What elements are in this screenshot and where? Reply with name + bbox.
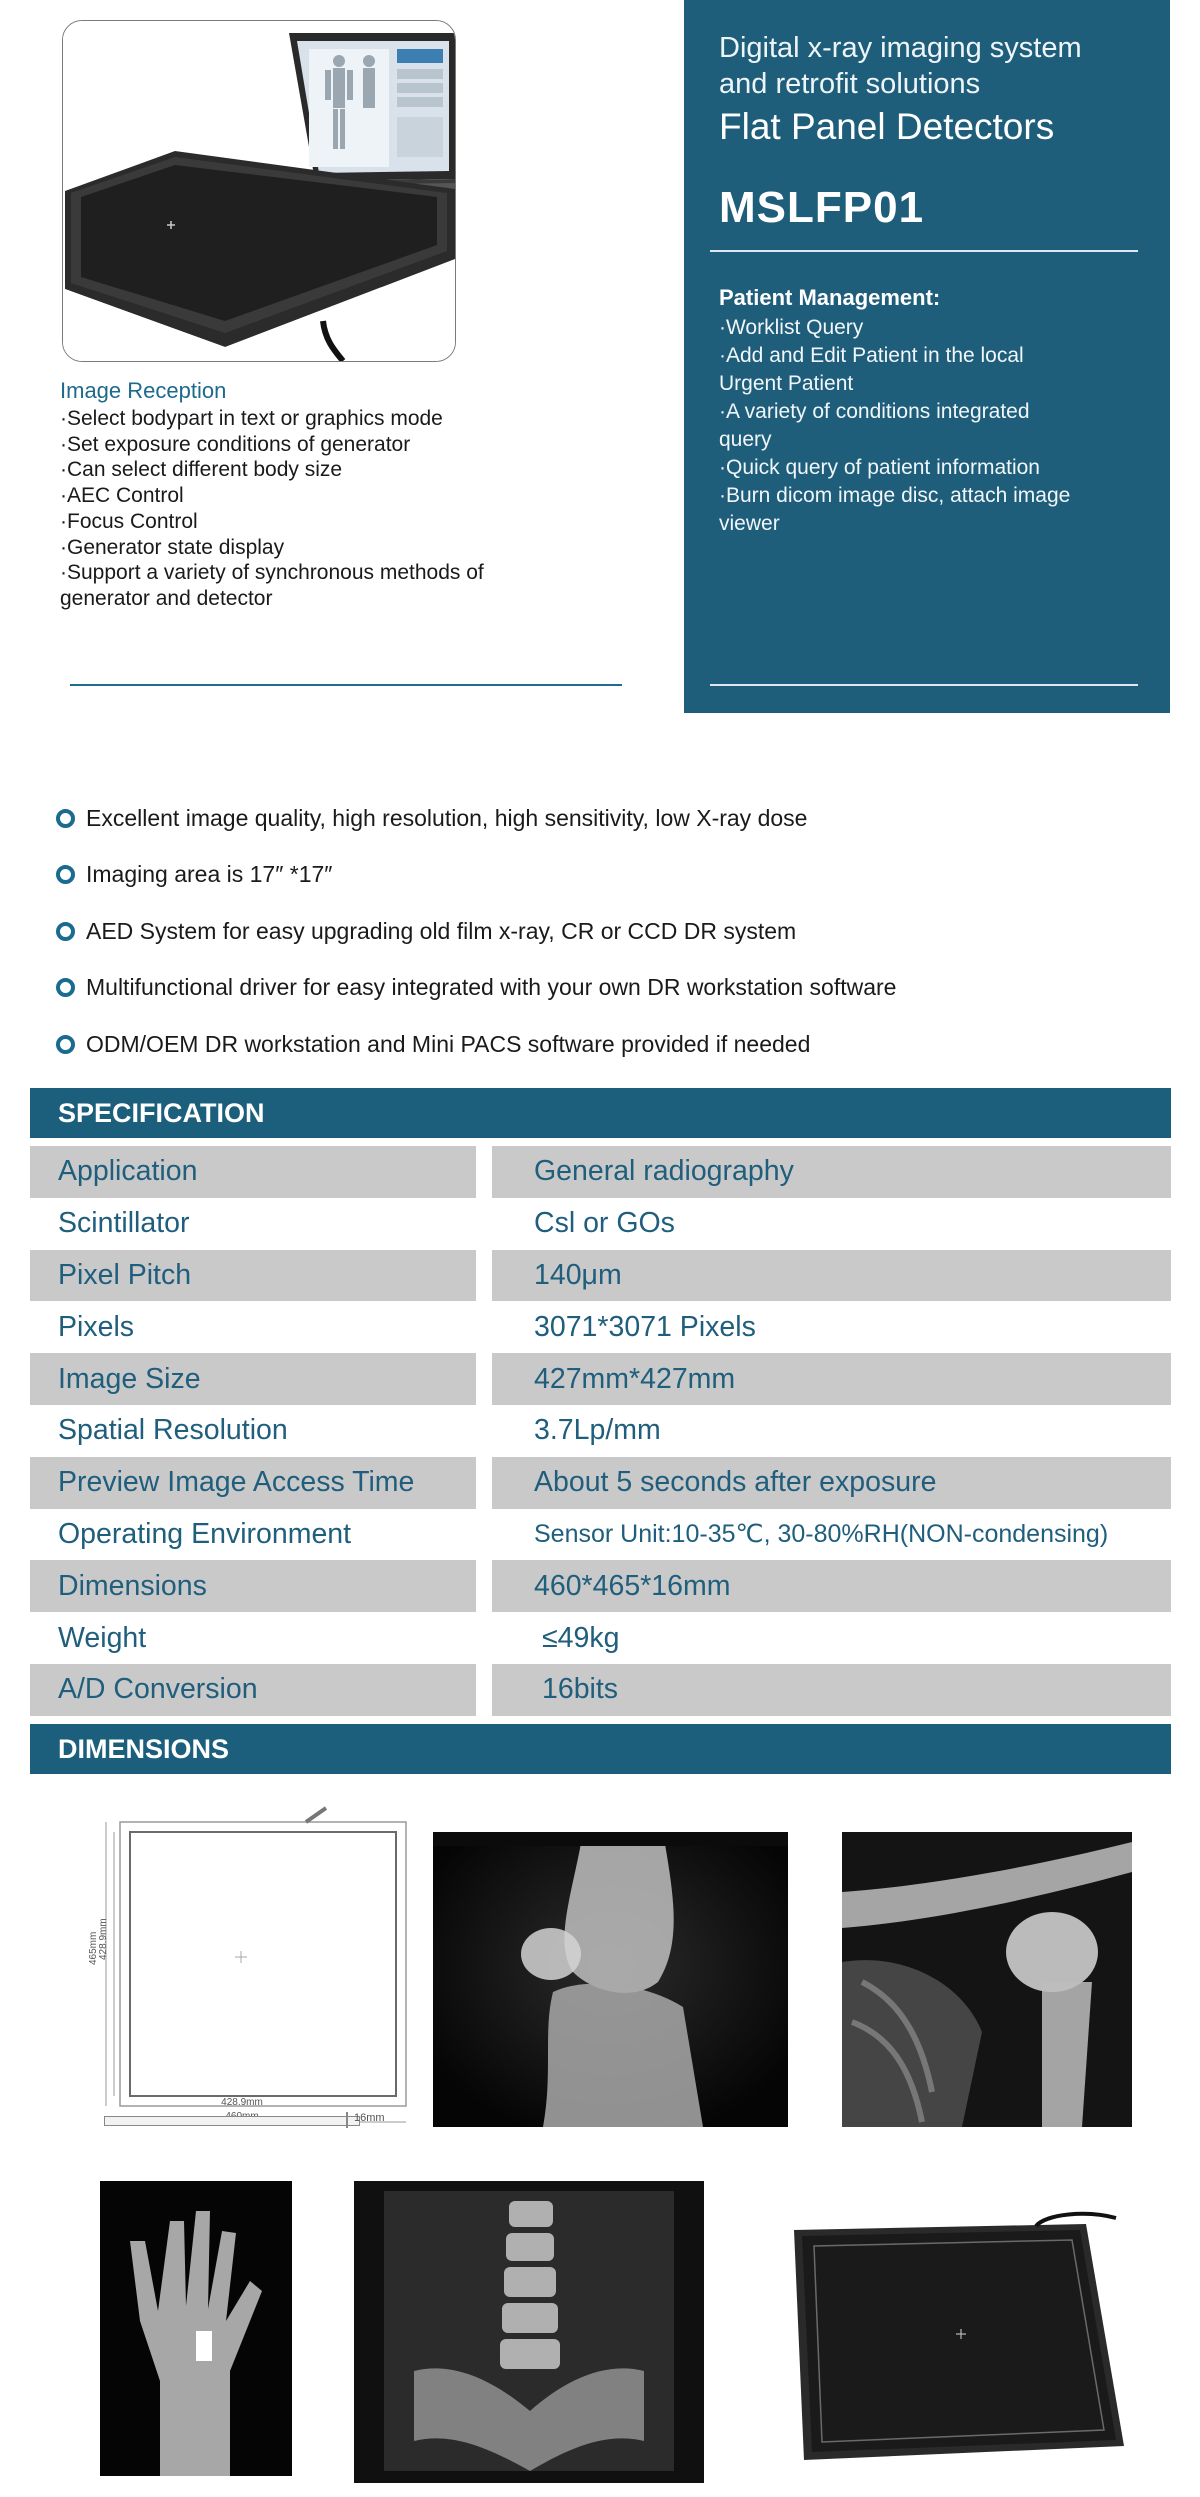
spec-value: 16bits: [492, 1664, 1171, 1716]
spec-name: Operating Environment: [58, 1517, 352, 1550]
image-reception-list: [60, 406, 620, 612]
feature-text: Imaging area is 17″ *17″: [86, 861, 333, 888]
table-row: [30, 1560, 1171, 1612]
feature-text: AED System for easy upgrading old film x-ray, CR or CCD DR system: [86, 917, 797, 944]
table-row: [30, 1250, 1171, 1302]
list-item: viewer: [719, 512, 780, 535]
list-item: [56, 960, 1156, 1017]
patient-management-title: Patient Management:: [719, 285, 941, 310]
list-item: [56, 903, 1156, 960]
panel-outline-diagram: [86, 1800, 416, 2130]
list-item: ·Support a variety of synchronous methods of: [60, 561, 484, 585]
table-row: [30, 1612, 1171, 1664]
table-row: [30, 1353, 1171, 1405]
hero-subtitle-line: and retrofit solutions: [719, 68, 981, 100]
spec-name: Preview Image Access Time: [30, 1457, 476, 1509]
table-row: [30, 1664, 1171, 1716]
list-item: ·AEC Control: [60, 484, 184, 508]
list-item: Urgent Patient: [719, 372, 854, 395]
list-item: [56, 847, 1156, 904]
detector-panel-graphic: [786, 2210, 1136, 2470]
feature-text: Multifunctional driver for easy integrated with your own DR workstation software: [86, 974, 897, 1001]
detector-photo: [786, 2210, 1136, 2470]
spine-xray-graphic: [354, 2181, 704, 2483]
patient-management-list: [719, 314, 1149, 538]
divider: [70, 684, 622, 686]
list-item: [56, 790, 1156, 847]
table-row: [30, 1405, 1171, 1457]
hero-panel: [684, 0, 1170, 713]
image-reception-title: Image Reception: [60, 378, 227, 403]
outer-height-label: 465mm: [88, 1931, 99, 1965]
list-item: ·Generator state display: [60, 535, 285, 559]
circle-bullet-icon: [56, 865, 75, 884]
table-row: [30, 1457, 1171, 1509]
model-name: MSLFP01: [719, 183, 925, 232]
list-item: ·Quick query of patient information: [719, 456, 1040, 479]
inner-width-label: 428.9mm: [221, 2097, 263, 2108]
feature-text: ODM/OEM DR workstation and Mini PACS software provided if needed: [86, 1030, 811, 1057]
inner-height-label: 428.9mm: [98, 1918, 109, 1960]
list-item: ·Add and Edit Patient in the local: [719, 344, 1024, 367]
spec-name: Pixels: [58, 1310, 135, 1343]
table-row: [30, 1146, 1171, 1198]
spec-name: Spatial Resolution: [58, 1414, 288, 1447]
spec-name: Application: [30, 1146, 476, 1198]
detector-laptop-illustration: [63, 21, 455, 361]
list-item: generator and detector: [60, 586, 273, 610]
spec-value: 427mm*427mm: [492, 1353, 1171, 1405]
shoulder-xray-graphic: [842, 1832, 1132, 2127]
specification-header: SPECIFICATION: [30, 1088, 1171, 1138]
spec-name: Dimensions: [30, 1560, 476, 1612]
spine-xray-image: [354, 2181, 704, 2483]
spec-name: Image Size: [30, 1353, 476, 1405]
spec-value: Csl or GOs: [534, 1207, 675, 1240]
circle-bullet-icon: [56, 1035, 75, 1054]
list-item: ·Worklist Query: [719, 316, 864, 339]
hero-title: Flat Panel Detectors: [719, 106, 1055, 147]
product-photo: [62, 20, 456, 362]
list-item: [56, 1016, 1156, 1073]
hero-subtitle: [719, 30, 1159, 102]
spec-value: General radiography: [492, 1146, 1171, 1198]
spec-value: Sensor Unit:10-35℃, 30-80%RH(NON-condensing): [534, 1520, 1109, 1549]
list-item: query: [719, 428, 772, 451]
spec-value: ≤49kg: [542, 1621, 620, 1654]
hero-subtitle-line: Digital x-ray imaging system: [719, 32, 1082, 64]
table-row: [30, 1509, 1171, 1561]
feature-list: [56, 790, 1156, 1073]
spec-value: 460*465*16mm: [492, 1560, 1171, 1612]
side-profile-diagram: [104, 2116, 360, 2126]
spec-value: 140μm: [492, 1250, 1171, 1302]
specification-table: [30, 1146, 1171, 1716]
dimension-line: [346, 2112, 348, 2128]
list-item: ·Select bodypart in text or graphics mode: [60, 407, 443, 430]
hand-xray-image: [100, 2181, 292, 2476]
spec-name: Pixel Pitch: [30, 1250, 476, 1302]
thickness-label: 16mm: [354, 2112, 385, 2124]
list-item: ·Can select different body size: [60, 458, 343, 482]
spec-name: Weight: [58, 1621, 147, 1654]
list-item: ·Burn dicom image disc, attach image: [719, 484, 1071, 507]
dimensions-header: DIMENSIONS: [30, 1724, 1171, 1774]
table-row: [30, 1301, 1171, 1353]
spec-name: Scintillator: [58, 1207, 190, 1240]
list-item: ·Focus Control: [60, 509, 198, 533]
spec-value: About 5 seconds after exposure: [492, 1457, 1171, 1509]
shoulder-xray-image: [842, 1832, 1132, 2127]
feature-text: Excellent image quality, high resolution, high sensitivity, low X-ray dose: [86, 804, 808, 831]
spec-name: A/D Conversion: [30, 1664, 476, 1716]
list-item: ·Set exposure conditions of generator: [60, 432, 411, 456]
image-reception-section: [60, 378, 620, 612]
table-row: [30, 1198, 1171, 1250]
hand-xray-graphic: [100, 2181, 292, 2476]
knee-xray-graphic: [433, 1832, 788, 2127]
spec-value: 3071*3071 Pixels: [534, 1310, 756, 1343]
circle-bullet-icon: [56, 809, 75, 828]
dimension-drawing: [86, 1800, 416, 2130]
circle-bullet-icon: [56, 922, 75, 941]
list-item: ·A variety of conditions integrated: [719, 400, 1030, 423]
circle-bullet-icon: [56, 978, 75, 997]
knee-xray-image: [433, 1832, 788, 2127]
spec-value: 3.7Lp/mm: [534, 1414, 661, 1447]
divider: [710, 684, 1138, 686]
divider: [710, 250, 1138, 252]
